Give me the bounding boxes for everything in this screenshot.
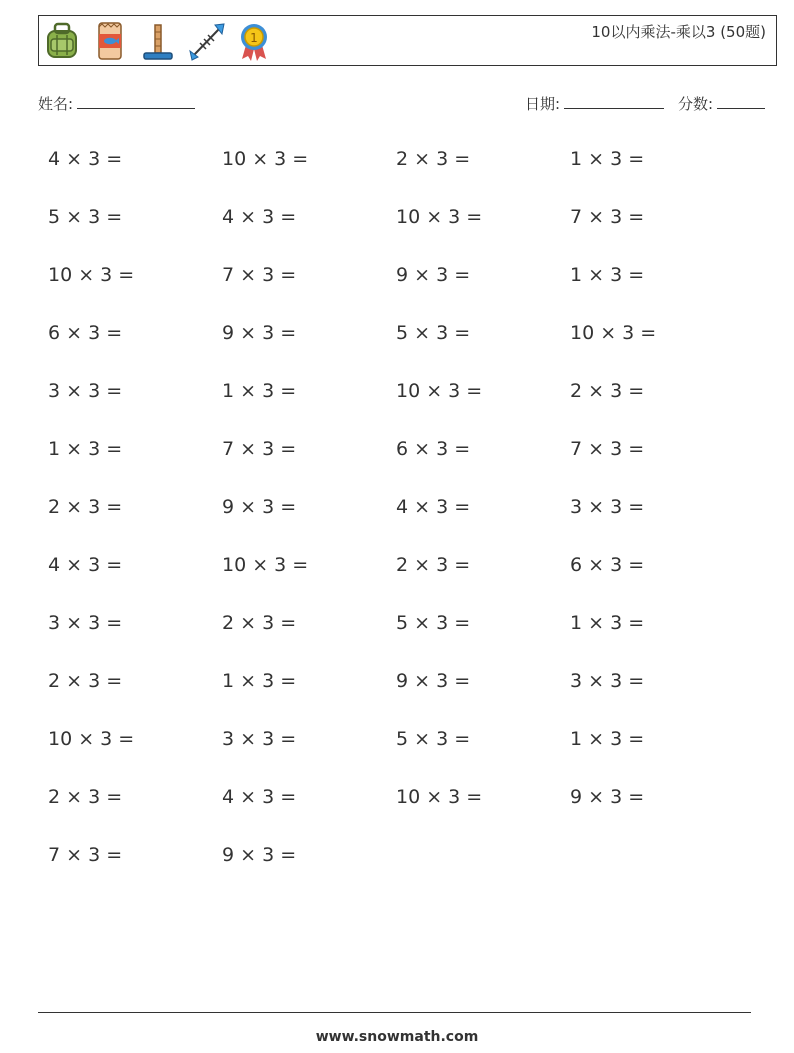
problem-item: 2 × 3 = — [222, 612, 297, 634]
problem-item: 4 × 3 = — [48, 554, 123, 576]
problem-item: 3 × 3 = — [570, 670, 645, 692]
date-blank[interactable] — [564, 94, 664, 109]
date-label: 日期: — [525, 95, 561, 113]
date-field — [525, 93, 664, 114]
problem-item: 7 × 3 = — [222, 438, 297, 460]
problem-item: 1 × 3 = — [222, 670, 297, 692]
problem-item: 10 × 3 = — [396, 786, 483, 808]
problem-item: 2 × 3 = — [570, 380, 645, 402]
problem-item: 1 × 3 = — [570, 728, 645, 750]
score-label: 分数: — [678, 95, 714, 113]
problem-item: 1 × 3 = — [570, 264, 645, 286]
problem-item: 5 × 3 = — [396, 612, 471, 634]
problem-item: 7 × 3 = — [48, 844, 123, 866]
problem-item: 3 × 3 = — [222, 728, 297, 750]
problem-item: 10 × 3 = — [222, 554, 309, 576]
problem-item: 5 × 3 = — [48, 206, 123, 228]
problem-item: 6 × 3 = — [570, 554, 645, 576]
problem-item: 3 × 3 = — [570, 496, 645, 518]
problem-item: 10 × 3 = — [396, 206, 483, 228]
problem-item: 3 × 3 = — [48, 612, 123, 634]
score-field — [678, 93, 765, 114]
problem-item: 10 × 3 = — [48, 264, 135, 286]
problem-item: 7 × 3 = — [570, 438, 645, 460]
svg-text:1: 1 — [250, 31, 258, 45]
problem-item: 9 × 3 = — [222, 844, 297, 866]
name-field — [38, 93, 195, 114]
icon-strip — [42, 19, 274, 63]
name-label: 姓名: — [38, 95, 74, 113]
problem-item: 4 × 3 = — [396, 496, 471, 518]
problem-item: 4 × 3 = — [222, 786, 297, 808]
problem-item: 2 × 3 = — [396, 554, 471, 576]
backpack-icon — [42, 19, 82, 63]
footer-divider — [38, 1012, 751, 1013]
footer-website: www.snowmath.com — [315, 1029, 479, 1045]
problem-item: 4 × 3 = — [48, 148, 123, 170]
problem-item: 1 × 3 = — [222, 380, 297, 402]
problem-item: 2 × 3 = — [396, 148, 471, 170]
problem-item: 10 × 3 = — [396, 380, 483, 402]
problem-item: 10 × 3 = — [48, 728, 135, 750]
problem-item: 9 × 3 = — [222, 496, 297, 518]
problem-item: 2 × 3 = — [48, 786, 123, 808]
medal-icon — [234, 19, 274, 63]
problem-item: 3 × 3 = — [48, 380, 123, 402]
fish-food-bag-icon — [90, 19, 130, 63]
problem-item: 9 × 3 = — [222, 322, 297, 344]
fish-bone-icon — [186, 19, 226, 63]
problem-item: 1 × 3 = — [570, 612, 645, 634]
problem-item: 9 × 3 = — [396, 670, 471, 692]
problem-item: 2 × 3 = — [48, 670, 123, 692]
problem-item: 9 × 3 = — [396, 264, 471, 286]
problem-item: 1 × 3 = — [48, 438, 123, 460]
problem-item: 2 × 3 = — [48, 496, 123, 518]
name-blank[interactable] — [77, 94, 195, 109]
problem-item: 5 × 3 = — [396, 728, 471, 750]
problem-item: 9 × 3 = — [570, 786, 645, 808]
problem-item: 4 × 3 = — [222, 206, 297, 228]
problem-item: 6 × 3 = — [48, 322, 123, 344]
scratching-post-icon — [138, 19, 178, 63]
problem-item: 10 × 3 = — [570, 322, 657, 344]
problem-item: 7 × 3 = — [570, 206, 645, 228]
score-blank[interactable] — [717, 94, 765, 109]
problem-item: 7 × 3 = — [222, 264, 297, 286]
problem-item: 5 × 3 = — [396, 322, 471, 344]
header-box — [38, 15, 777, 66]
worksheet-title: 10以内乘法-乘以3 (50题) — [591, 23, 766, 41]
problem-item: 1 × 3 = — [570, 148, 645, 170]
problem-item: 6 × 3 = — [396, 438, 471, 460]
problem-item: 10 × 3 = — [222, 148, 309, 170]
